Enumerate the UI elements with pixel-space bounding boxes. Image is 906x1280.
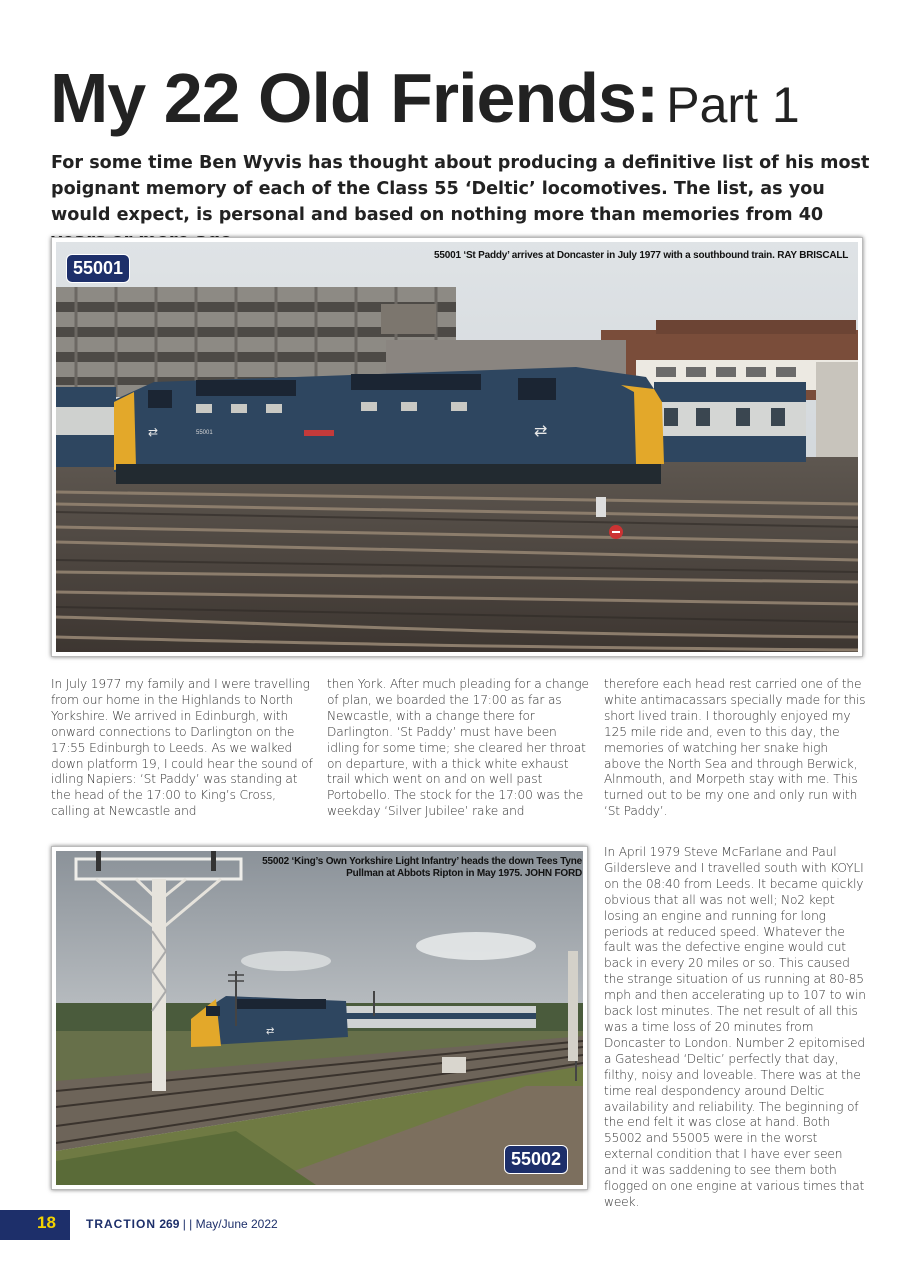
article-title [50, 58, 880, 138]
body-column-3a [604, 677, 866, 820]
footer-text [86, 1217, 278, 1231]
photo-55002 [51, 846, 588, 1190]
body-column-1 [51, 677, 313, 820]
title-main: My 22 Old Friends: [50, 59, 659, 137]
railway-photo-icon [56, 851, 583, 1185]
body-column-2 [327, 677, 589, 820]
paragraph: In April 1979 Steve McFarlane and Paul Gildersleve and I travelled south with KOYLI on the 08:40 from Leeds. It became quickly obvious that all was not well; No2 kept losing an engine and running for long periods at reduced speed. Whatever the fault was the defective engine would cut back in every 20 miles or so. This caused the strange situation of us running at 80-85 mph and then accelerating up to 107 to win back lost minutes. The net result of all this was a time loss of 20 minutes from Doncaster to London. Number 2 epitomised a Gateshead ‘Deltic’ perfectly that day, filthy, noisy and loveable. There was at the time real despondency around Deltic availability and reliability. The beginning of the end felt it was close at hand. Both 55002 and 55005 were in the worst external condition that I have ever seen and it was saddening to see them both flogged on one engine at various times that week. [604, 845, 866, 1209]
issue-number: 269 [159, 1217, 180, 1231]
caption-line: 55002 ‘King’s Own Yorkshire Light Infantry’ heads the down Tees Tyne [262, 856, 582, 867]
photo-55001 [51, 237, 863, 657]
photo-caption-55001: 55001 ‘St Paddy’ arrives at Doncaster in July 1977 with a southbound train. RAY BRISCALL [434, 250, 849, 261]
paragraph: therefore each head rest carried one of the white antimacassars specially made for this short lived train. I thoroughly enjoyed my 125 mile ride and, even to this day, the memories of watching her snake high above the North Sea and through Berwick, Alnmouth, and Morpeth stay with me. This turned out to be my one and only run with ‘St Paddy’. [604, 677, 866, 819]
title-part: Part 1 [666, 77, 800, 133]
standfirst: For some time Ben Wyvis has thought about producing a definitive list of his most poignant memory of each of the Class 55 ‘Deltic’ locomotives. The list, as you would expect, is personal and based on nothing more than memories from 40 [51, 153, 870, 225]
paragraph: In July 1977 my family and I were travelling from our home in the Highlands to North Yorkshire. We arrived in Edinburgh, with onward connections to Darlington on the 17:55 Edinburgh to Leeds. As we walked down platform 19, I could hear the sound of idling Napiers: ‘St Paddy’ was standing at the head of the 17:00 to King’s Cross, calling at Newcastle and [51, 677, 313, 819]
svg-text:⇄: ⇄ [266, 1026, 275, 1037]
loco-number-text: 55001 [196, 430, 213, 436]
separator: | | [182, 1217, 193, 1231]
photo-caption-55002 [260, 856, 582, 880]
loco-badge-55001: 55001 [66, 254, 130, 283]
page-number: 18 [37, 1213, 56, 1232]
body-column-3b [604, 845, 868, 1211]
footer-bar [0, 1210, 70, 1240]
caption-line: Pullman at Abbots Ripton in May 1975. JOHN FORD [346, 868, 582, 879]
railway-photo-icon [56, 242, 858, 652]
paragraph: then York. After much pleading for a change of plan, we boarded the 17:00 as far as Newcastle, with a change there for Darlington. ‘St Paddy’ must have been idling for some time; she cleared her throat on departure, with a thick white exhaust trail which went on and on well past Portobello. The stock for the 17:00 was the weekday ‘Silver Jubilee’ rake and [327, 677, 589, 819]
svg-text:⇄: ⇄ [148, 425, 159, 439]
svg-text:⇄: ⇄ [534, 421, 548, 440]
magazine-name: TRACTION [86, 1217, 156, 1231]
loco-badge-55002: 55002 [504, 1145, 568, 1174]
issue-date: May/June 2022 [195, 1217, 278, 1231]
